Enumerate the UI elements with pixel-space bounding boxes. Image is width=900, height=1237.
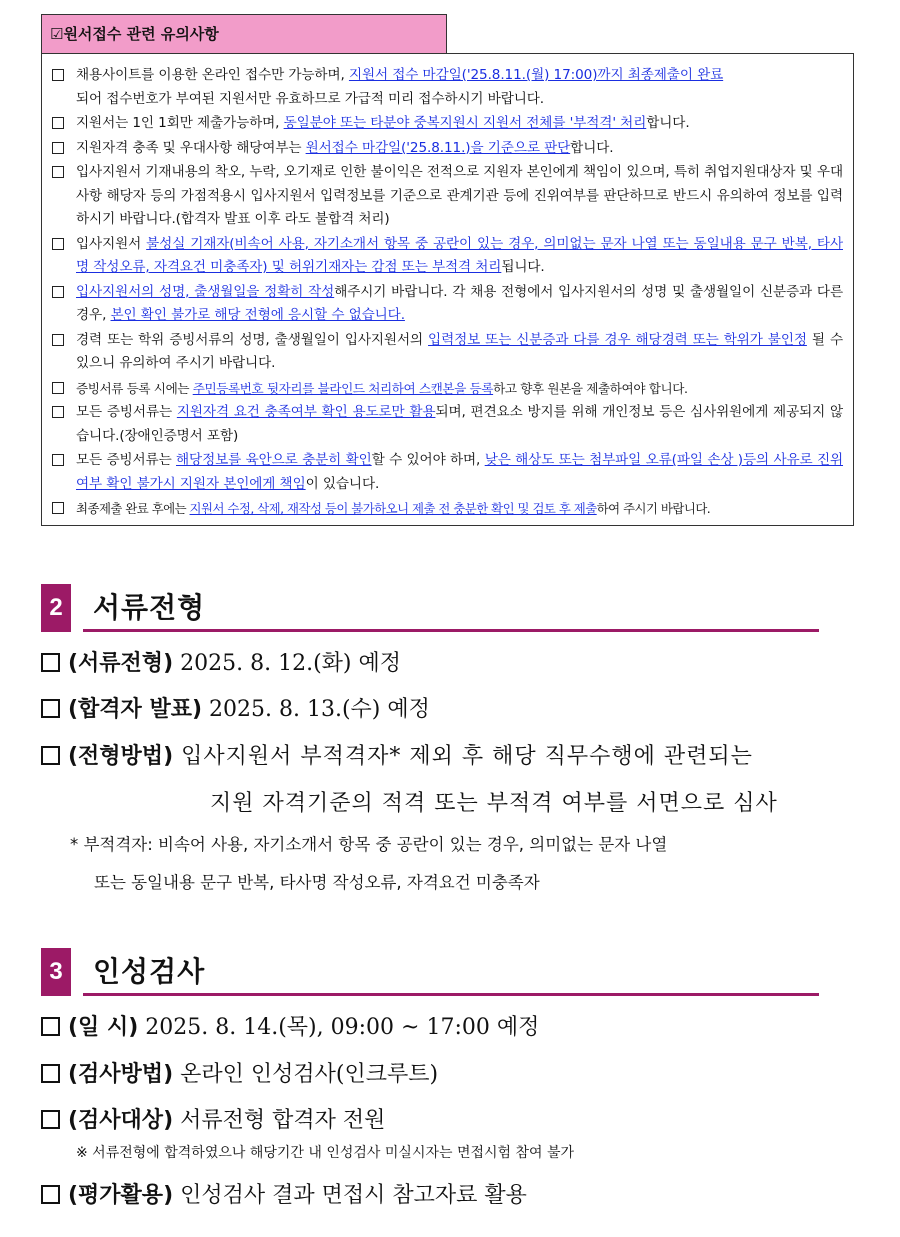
section-number: 2	[41, 584, 71, 632]
schedule-row: (전형방법) 입사지원서 부적격자* 제외 후 해당 직무수행에 관련되는	[41, 742, 753, 772]
checkbox-icon	[52, 502, 64, 514]
checkbox-icon	[41, 1110, 60, 1129]
notice-item: 최종제출 완료 후에는 지원서 수정, 삭제, 재작성 등이 불가하오니 제출 전 충분한 확인 및 검토 후 제출하여 주시기 바랍니다.	[52, 497, 843, 521]
section-number: 3	[41, 948, 71, 996]
notice-item: 지원서는 1인 1회만 제출가능하며, 동일분야 또는 타분야 중복지원시 지원서 전체를 '부적격' 처리합니다.	[52, 112, 843, 136]
schedule-row: (검사대상) 서류전형 합격자 전원	[41, 1106, 385, 1136]
checkbox-icon	[52, 117, 64, 129]
notice-item: 입사지원서 불성실 기재자(비속어 사용, 자기소개서 항목 중 공란이 있는 경우, 의미없는 문자 나열 또는 동일내용 문구 반복, 타사명 작성오류, 자격요건 미충족자) 및 허위기재자는 감점 또는 부적격 처리됩니다.	[52, 233, 843, 280]
notice-box	[41, 53, 854, 526]
notice-item: 증빙서류 등록 시에는 주민등록번호 뒷자리를 블라인드 처리하여 스캔본을 등록하고 향후 원본을 제출하여야 합니다.	[52, 377, 843, 401]
checkbox-icon	[52, 454, 64, 466]
checkbox-icon	[41, 746, 60, 765]
section-title: 서류전형	[93, 591, 206, 624]
schedule-row: (검사방법) 온라인 인성검사(인크루트)	[41, 1060, 438, 1090]
schedule-row: (합격자 발표) 2025. 8. 13.(수) 예정	[41, 695, 430, 725]
section-divider	[83, 629, 819, 632]
checkbox-icon	[52, 238, 64, 250]
notice-item: 모든 증빙서류는 지원자격 요건 충족여부 확인 용도로만 활용되며, 편견요소 방지를 위해 개인정보 등은 심사위원에게 제공되지 않습니다.(장애인증명서 포함)	[52, 401, 843, 448]
note-text: ※ 서류전형에 합격하였으나 해당기간 내 인성검사 미실시자는 면접시험 참여 불가	[76, 1145, 575, 1161]
section-title: 인성검사	[93, 955, 206, 988]
section-divider	[83, 993, 819, 996]
checkbox-icon	[52, 334, 64, 346]
section-header-personality	[41, 948, 781, 1000]
notice-item: 입사지원서의 성명, 출생월일을 정확히 작성해주시기 바랍니다. 각 채용 전형에서 입사지원서의 성명 및 출생월일이 신분증과 다른 경우, 본인 확인 불가로 해당 전형에 응시할 수 없습니다.	[52, 281, 843, 328]
checkbox-icon	[52, 406, 64, 418]
notice-item: 입사지원서 기재내용의 착오, 누락, 오기재로 인한 불이익은 전적으로 지원자 본인에게 책임이 있으며, 특히 취업지원대상자 및 우대사항 해당자 등의 가점적용시 입사지원서 입력정보를 기준으로 관계기관 등에 진위여부를 판단하므로 반드시 유의하여 정보를 입력하시기 바랍니다.(합격자 발표 이후 라도 불합격 처리)	[52, 161, 843, 232]
notice-item: 지원자격 충족 및 우대사항 해당여부는 원서접수 마감일('25.8.11.)을 기준으로 판단합니다.	[52, 137, 843, 161]
checkbox-icon	[41, 1064, 60, 1083]
checkbox-icon	[52, 286, 64, 298]
checkbox-icon	[52, 69, 64, 81]
checkbox-icon	[41, 699, 60, 718]
checkbox-icon	[41, 1017, 60, 1036]
checkbox-icon	[52, 166, 64, 178]
checkbox-icon	[52, 382, 64, 394]
checkbox-icon	[41, 653, 60, 672]
method-continuation: 지원 자격기준의 적격 또는 부적격 여부를 서면으로 심사	[210, 791, 778, 816]
notice-item: 경력 또는 학위 증빙서류의 성명, 출생월일이 입사지원서의 입력정보 또는 신분증과 다를 경우 해당경력 또는 학위가 불인정 될 수 있으니 유의하여 주시기 바랍니다.	[52, 329, 843, 376]
checkbox-icon	[41, 1185, 60, 1204]
footnote: * 부적격자: 비속어 사용, 자기소개서 항목 중 공란이 있는 경우, 의미없는 문자 나열	[70, 835, 668, 854]
footnote: 또는 동일내용 문구 반복, 타사명 작성오류, 자격요건 미충족자	[94, 873, 540, 892]
notice-title: ☑원서접수 관련 유의사항	[41, 14, 447, 54]
schedule-row: (서류전형) 2025. 8. 12.(화) 예정	[41, 649, 401, 679]
notice-item: 채용사이트를 이용한 온라인 접수만 가능하며, 지원서 접수 마감일('25.8.11.(월) 17:00)까지 최종제출이 완료 되어 접수번호가 부여된 지원서만 유효하므로 가급적 미리 접수하시기 바랍니다.	[52, 64, 843, 111]
checkbox-icon	[52, 142, 64, 154]
schedule-row: (일 시) 2025. 8. 14.(목), 09:00 ~ 17:00 예정	[41, 1013, 539, 1043]
section-header-documents	[41, 584, 781, 636]
schedule-row: (평가활용) 인성검사 결과 면접시 참고자료 활용	[41, 1181, 527, 1211]
notice-item: 모든 증빙서류는 해당정보를 육안으로 충분히 확인할 수 있어야 하며, 낮은 해상도 또는 첨부파일 오류(파일 손상 )등의 사유로 진위여부 확인 불가시 지원자 본인에게 책임이 있습니다.	[52, 449, 843, 496]
